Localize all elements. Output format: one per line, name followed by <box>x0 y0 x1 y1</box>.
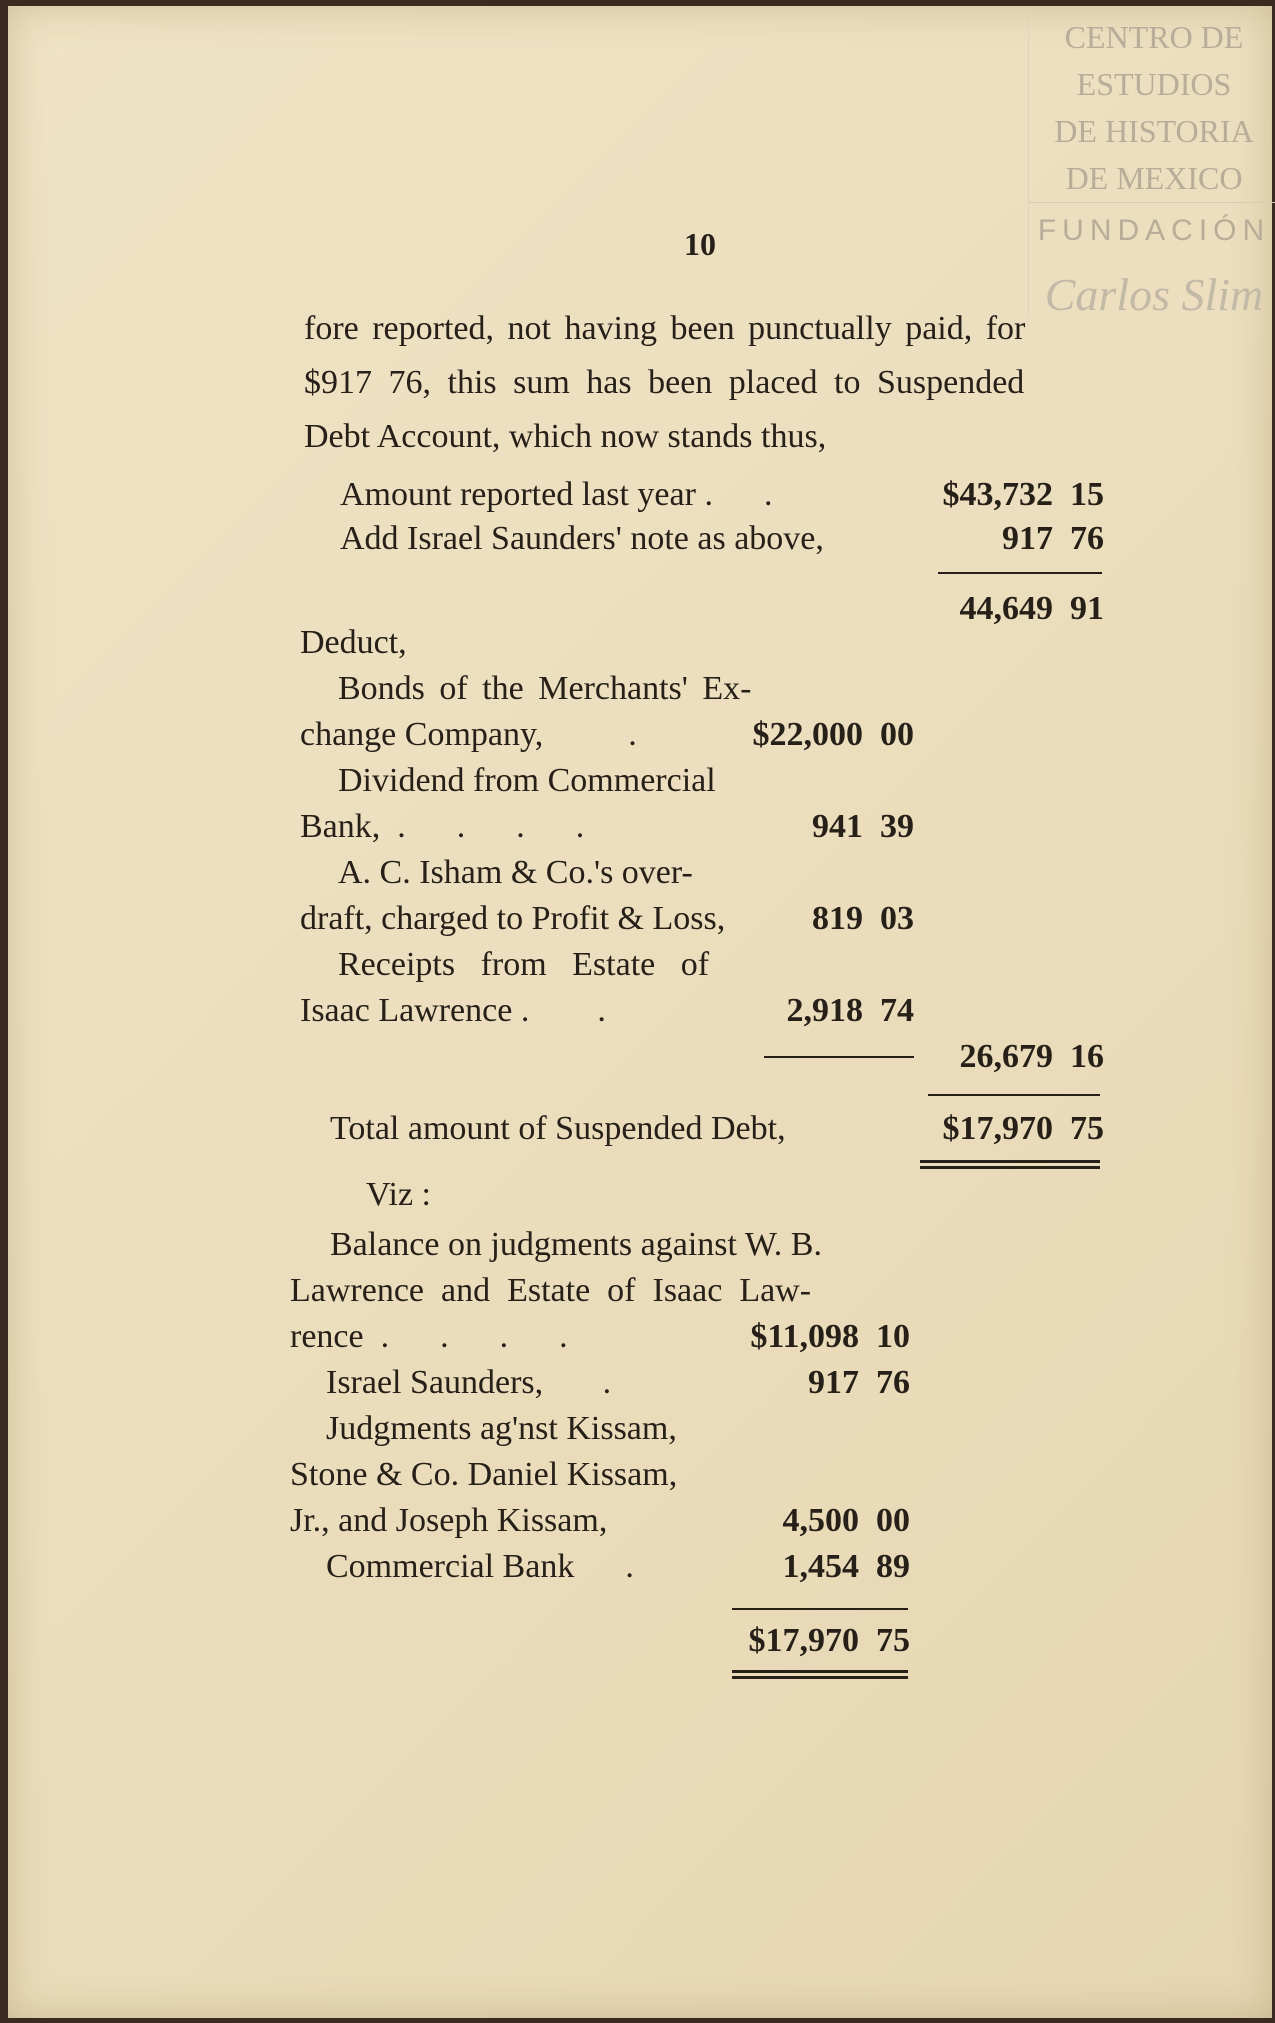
judgments-line-1: Judgments ag'nst Kissam, <box>326 1410 677 1447</box>
receipts-value: 2,918 74 <box>786 992 914 1029</box>
subtotal-value: 44,649 91 <box>959 590 1104 627</box>
bonds-line-1: Bonds of the Merchants' Ex- <box>338 670 752 707</box>
isham-line-1: A. C. Isham & Co.'s over- <box>338 854 693 891</box>
stamp-foundation: FUNDACIÓN <box>1037 214 1271 247</box>
document-page <box>8 6 1272 2018</box>
receipts-line-1: Receipts from Estate of <box>338 946 710 983</box>
total-rule-2 <box>920 1166 1100 1169</box>
viz-rule-top <box>732 1608 908 1610</box>
stamp-line-4: DE MEXICO <box>1065 160 1243 196</box>
stamp-text <box>1028 14 1275 202</box>
viz-heading: Viz : <box>366 1176 431 1213</box>
stamp-line-1: CENTRO DE <box>1064 19 1244 55</box>
saunders-value: 917 76 <box>808 1364 910 1401</box>
intro-line-3: Debt Account, which now stands thus, <box>304 418 827 455</box>
viz-total: $17,970 75 <box>748 1622 910 1659</box>
balance-line-2: Lawrence and Estate of Isaac Law- <box>290 1272 812 1309</box>
stamp-divider <box>1028 202 1275 203</box>
deduct-dash <box>764 1056 914 1058</box>
add-value: 917 76 <box>1002 520 1104 557</box>
stamp-line-2: ESTUDIOS <box>1076 66 1232 102</box>
subtotal-rule <box>938 572 1102 574</box>
judgments-line-3: Jr., and Joseph Kissam, <box>290 1502 608 1539</box>
dividend-line-1: Dividend from Commercial <box>338 762 716 799</box>
commercial-value: 1,454 89 <box>782 1548 910 1585</box>
bonds-value: $22,000 00 <box>752 716 914 753</box>
isham-value: 819 03 <box>812 900 914 937</box>
isham-line-2: draft, charged to Profit & Loss, <box>300 900 726 937</box>
judgments-value: 4,500 00 <box>782 1502 910 1539</box>
balance-line-1: Balance on judgments against W. B. <box>330 1226 822 1263</box>
balance-line-3: rence . . . . <box>290 1318 568 1355</box>
bonds-line-2: change Company, . <box>300 716 637 753</box>
stamp-line-3: DE HISTORIA <box>1054 113 1254 149</box>
receipts-line-2: Isaac Lawrence . . <box>300 992 606 1029</box>
amount-label: Amount reported last year . . <box>340 476 773 513</box>
total-rule-top <box>928 1094 1100 1096</box>
viz-rule-1 <box>732 1670 908 1673</box>
dividend-value: 941 39 <box>812 808 914 845</box>
total-value: $17,970 75 <box>942 1110 1104 1147</box>
stamp-signature: Carlos Slim <box>1044 269 1264 320</box>
total-label: Total amount of Suspended Debt, <box>330 1110 786 1147</box>
dividend-line-2: Bank, . . . . <box>300 808 585 845</box>
deduct-total: 26,679 16 <box>959 1038 1104 1075</box>
intro-line-2: $917 76, this sum has been placed to Suspended <box>304 364 1025 401</box>
viz-rule-2 <box>732 1676 908 1679</box>
intro-line-1: fore reported, not having been punctually paid, for <box>304 310 1026 347</box>
commercial-label: Commercial Bank . <box>326 1548 634 1585</box>
saunders-label: Israel Saunders, . <box>326 1364 612 1401</box>
judgments-line-2: Stone & Co. Daniel Kissam, <box>290 1456 678 1493</box>
amount-value: $43,732 15 <box>942 476 1104 513</box>
add-label: Add Israel Saunders' note as above, <box>340 520 824 557</box>
total-rule-1 <box>920 1160 1100 1163</box>
page-number: 10 <box>684 226 716 262</box>
deduct-heading: Deduct, <box>300 624 407 661</box>
balance-value: $11,098 10 <box>750 1318 910 1355</box>
